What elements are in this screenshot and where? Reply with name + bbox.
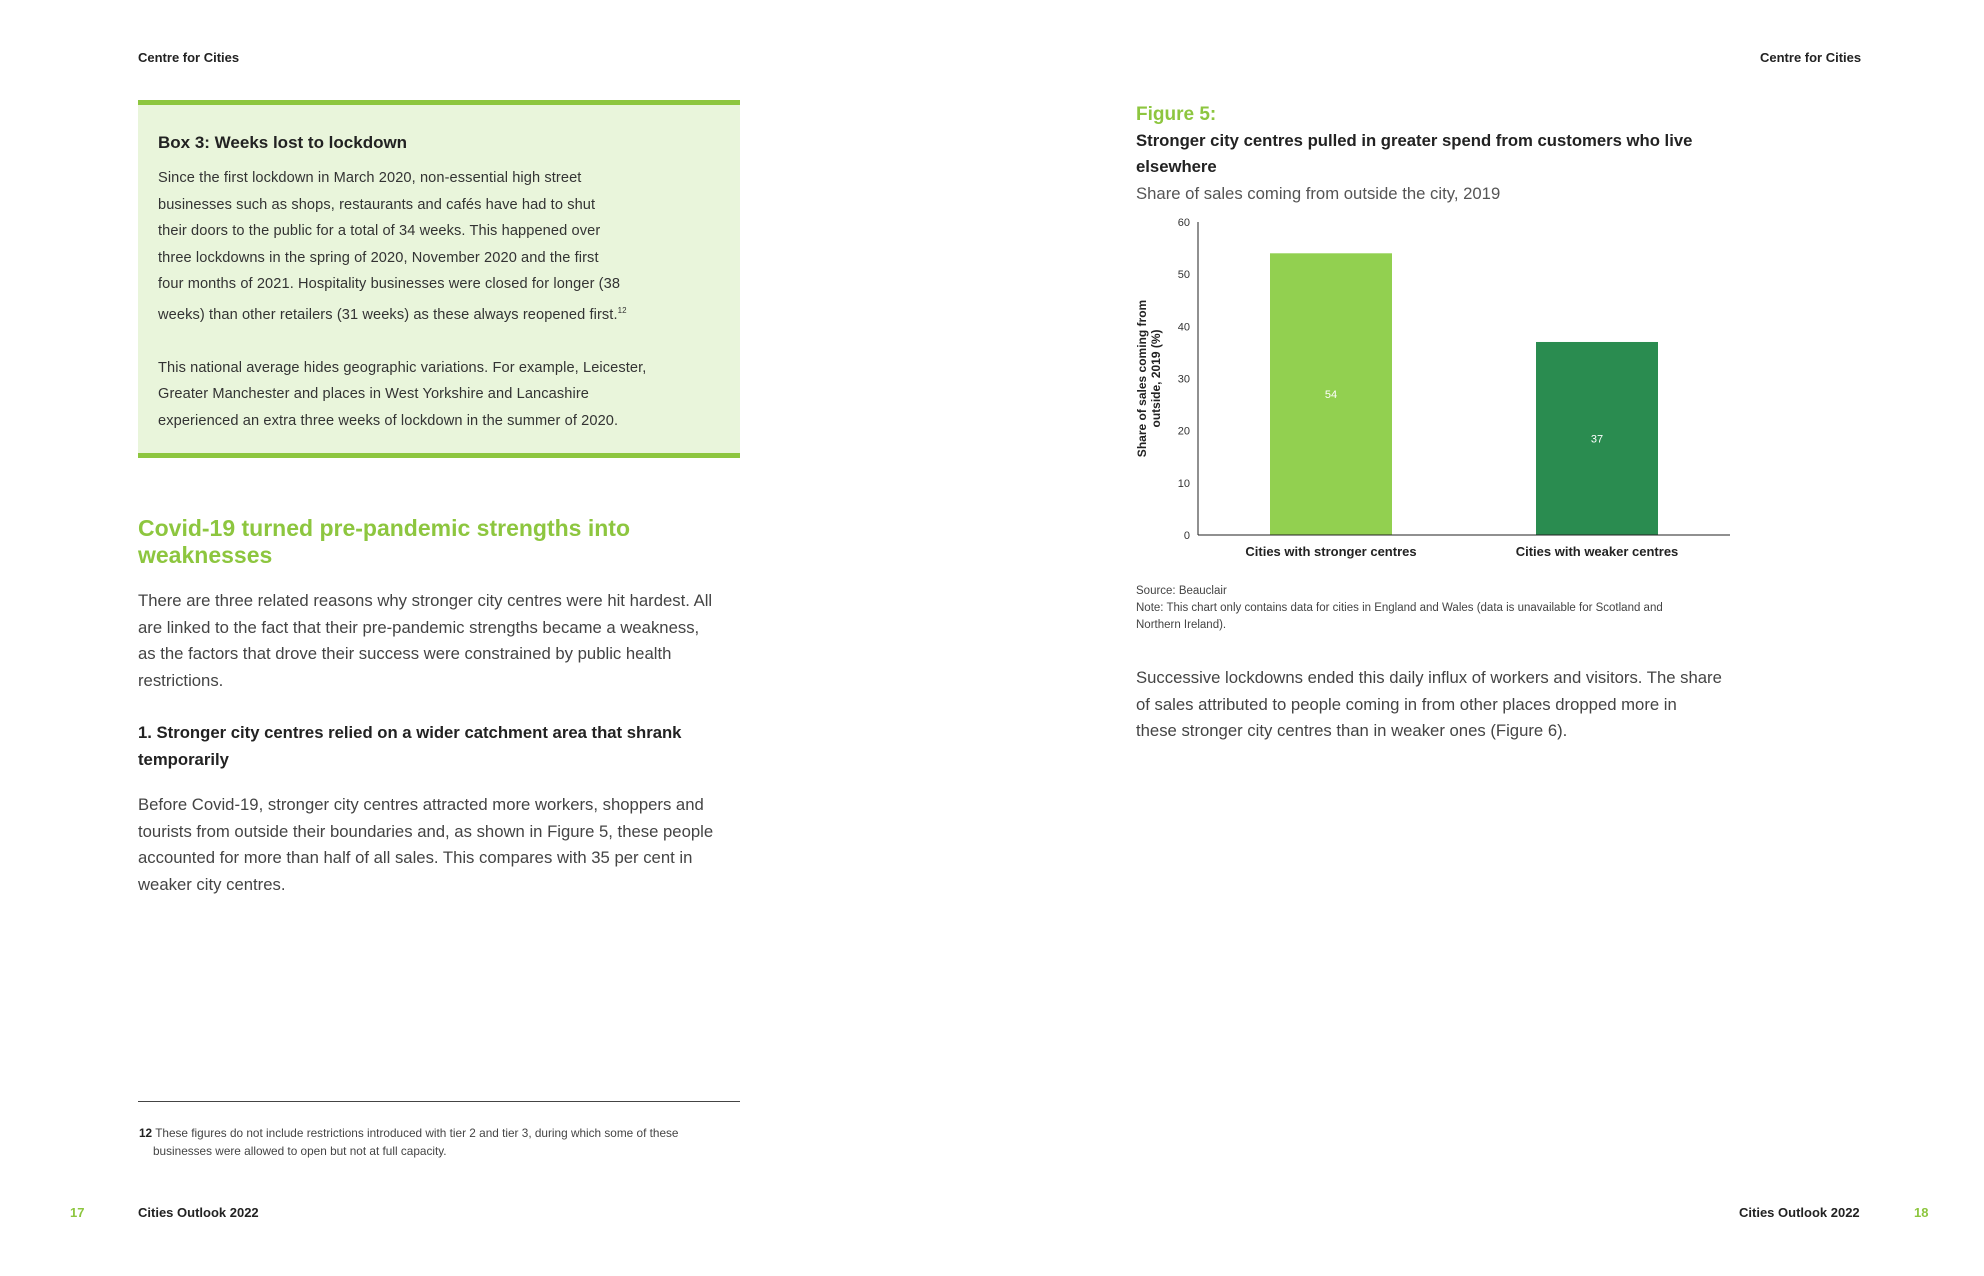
subheading-line: temporarily xyxy=(138,749,229,769)
body-line: accounted for more than half of all sales. This compares with 35 per cent in xyxy=(138,848,693,867)
subheading xyxy=(138,720,758,773)
body-line: as the factors that drove their success were constrained by public health xyxy=(138,644,672,663)
bar-data-label: 54 xyxy=(1324,389,1338,402)
bars xyxy=(1270,253,1658,535)
footnote-divider xyxy=(138,1101,740,1102)
footer-title-right: Cities Outlook 2022 xyxy=(1739,1205,1860,1220)
box-p2-line: This national average hides geographic variations. For example, Leicester, xyxy=(158,359,647,376)
right-body-paragraph xyxy=(1136,665,1756,745)
box-title: Box 3: Weeks lost to lockdown xyxy=(158,133,408,152)
figure-notes xyxy=(1136,583,1756,634)
y-axis-label-line: outside, 2019 (%) xyxy=(1149,329,1163,428)
body-line: these stronger city centres than in weaker ones (Figure 6). xyxy=(1136,721,1568,740)
footnote-line-1 xyxy=(139,1124,759,1142)
page-number-right: 18 xyxy=(1914,1205,1929,1220)
box-p2-line: experienced an extra three weeks of lockdown in the summer of 2020. xyxy=(158,412,619,429)
section-heading-line: Covid-19 turned pre-pandemic strengths into xyxy=(138,515,630,541)
body-line: weaker city centres. xyxy=(138,874,286,894)
figure-subtitle: Share of sales coming from outside the city, 2019 xyxy=(1136,184,1501,203)
footnote xyxy=(139,1124,759,1160)
body-line: restrictions. xyxy=(138,670,224,690)
y-tick-label: 60 xyxy=(1177,217,1190,229)
running-header-right: Centre for Cities xyxy=(1760,50,1862,65)
y-axis-ticks xyxy=(1178,217,1190,542)
footnote-number: 12 xyxy=(139,1126,153,1140)
y-tick-label: 10 xyxy=(1177,477,1190,490)
box-paragraph-2 xyxy=(158,355,720,435)
running-header-left: Centre for Cities xyxy=(138,50,240,65)
y-tick-label: 0 xyxy=(1183,530,1190,542)
bar-data-label: 37 xyxy=(1590,433,1604,446)
category-labels xyxy=(1245,544,1678,559)
y-tick-label: 30 xyxy=(1177,373,1190,386)
body-line: Successive lockdowns ended this daily influx of workers and visitors. The share xyxy=(1136,668,1722,687)
figure-note-line: Note: This chart only contains data for cities in England and Wales (data is unavailable for Scotland and xyxy=(1136,602,1663,614)
y-tick-label: 50 xyxy=(1177,269,1190,282)
figure-label: Figure 5: xyxy=(1136,104,1217,125)
footer-title-left: Cities Outlook 2022 xyxy=(138,1205,259,1220)
figure-title-line: Stronger city centres pulled in greater spend from customers who live xyxy=(1136,131,1693,150)
body-paragraph-1 xyxy=(138,588,758,694)
box-p2-line: Greater Manchester and places in West Yorkshire and Lancashire xyxy=(158,386,590,403)
y-tick-label: 40 xyxy=(1177,321,1190,334)
y-axis-label-line: Share of sales coming from xyxy=(1135,299,1149,458)
y-axis-label xyxy=(1135,300,1163,457)
body-line: are linked to the fact that their pre-pandemic strengths became a weakness, xyxy=(138,617,700,637)
box-paragraph-1 xyxy=(158,165,720,329)
category-label: Cities with stronger centres xyxy=(1245,544,1417,559)
page-number-left: 17 xyxy=(70,1205,85,1220)
bar-chart xyxy=(1130,210,1740,570)
figure-title-line: elsewhere xyxy=(1136,157,1217,176)
box-p1-line: Since the first lockdown in March 2020, non-essential high street xyxy=(158,170,582,186)
box-p1-line: three lockdowns in the spring of 2020, November 2020 and the first xyxy=(158,249,599,266)
category-label: Cities with weaker centres xyxy=(1515,544,1679,559)
footnote-ref[interactable]: 12 xyxy=(617,305,627,315)
footnote-text: businesses were allowed to open but not at full capacity. xyxy=(153,1144,447,1158)
body-paragraph-2 xyxy=(138,792,758,898)
box-p1-line-last xyxy=(158,298,720,329)
subheading-line: 1. Stronger city centres relied on a wider catchment area that shrank xyxy=(138,723,682,742)
box-p1-line: their doors to the public for a total of 34 weeks. This happened over xyxy=(158,223,601,240)
section-heading-line: weaknesses xyxy=(138,542,273,568)
figure-source: Source: Beauclair xyxy=(1136,585,1227,597)
y-tick-label: 20 xyxy=(1177,425,1190,438)
box-p1-line: weeks) than other retailers (31 weeks) as these always reopened first. xyxy=(158,306,618,323)
box-p1-line: four months of 2021. Hospitality businesses were closed for longer (38 xyxy=(158,276,621,293)
body-line: tourists from outside their boundaries and, as shown in Figure 5, these people xyxy=(138,821,714,841)
footnote-text: These figures do not include restrictions introduced with tier 2 and tier 3, during which some of these xyxy=(155,1126,679,1140)
figure-note-line: Northern Ireland). xyxy=(1136,619,1227,631)
body-line: of sales attributed to people coming in from other places dropped more in xyxy=(1136,694,1677,714)
body-line: There are three related reasons why stronger city centres were hit hardest. All xyxy=(138,591,713,610)
figure-title xyxy=(1136,128,1756,180)
box-3-panel xyxy=(138,100,740,458)
box-p1-line: businesses such as shops, restaurants and cafés have had to shut xyxy=(158,196,596,213)
section-heading xyxy=(138,515,748,569)
body-line: Before Covid-19, stronger city centres attracted more workers, shoppers and xyxy=(138,795,704,814)
